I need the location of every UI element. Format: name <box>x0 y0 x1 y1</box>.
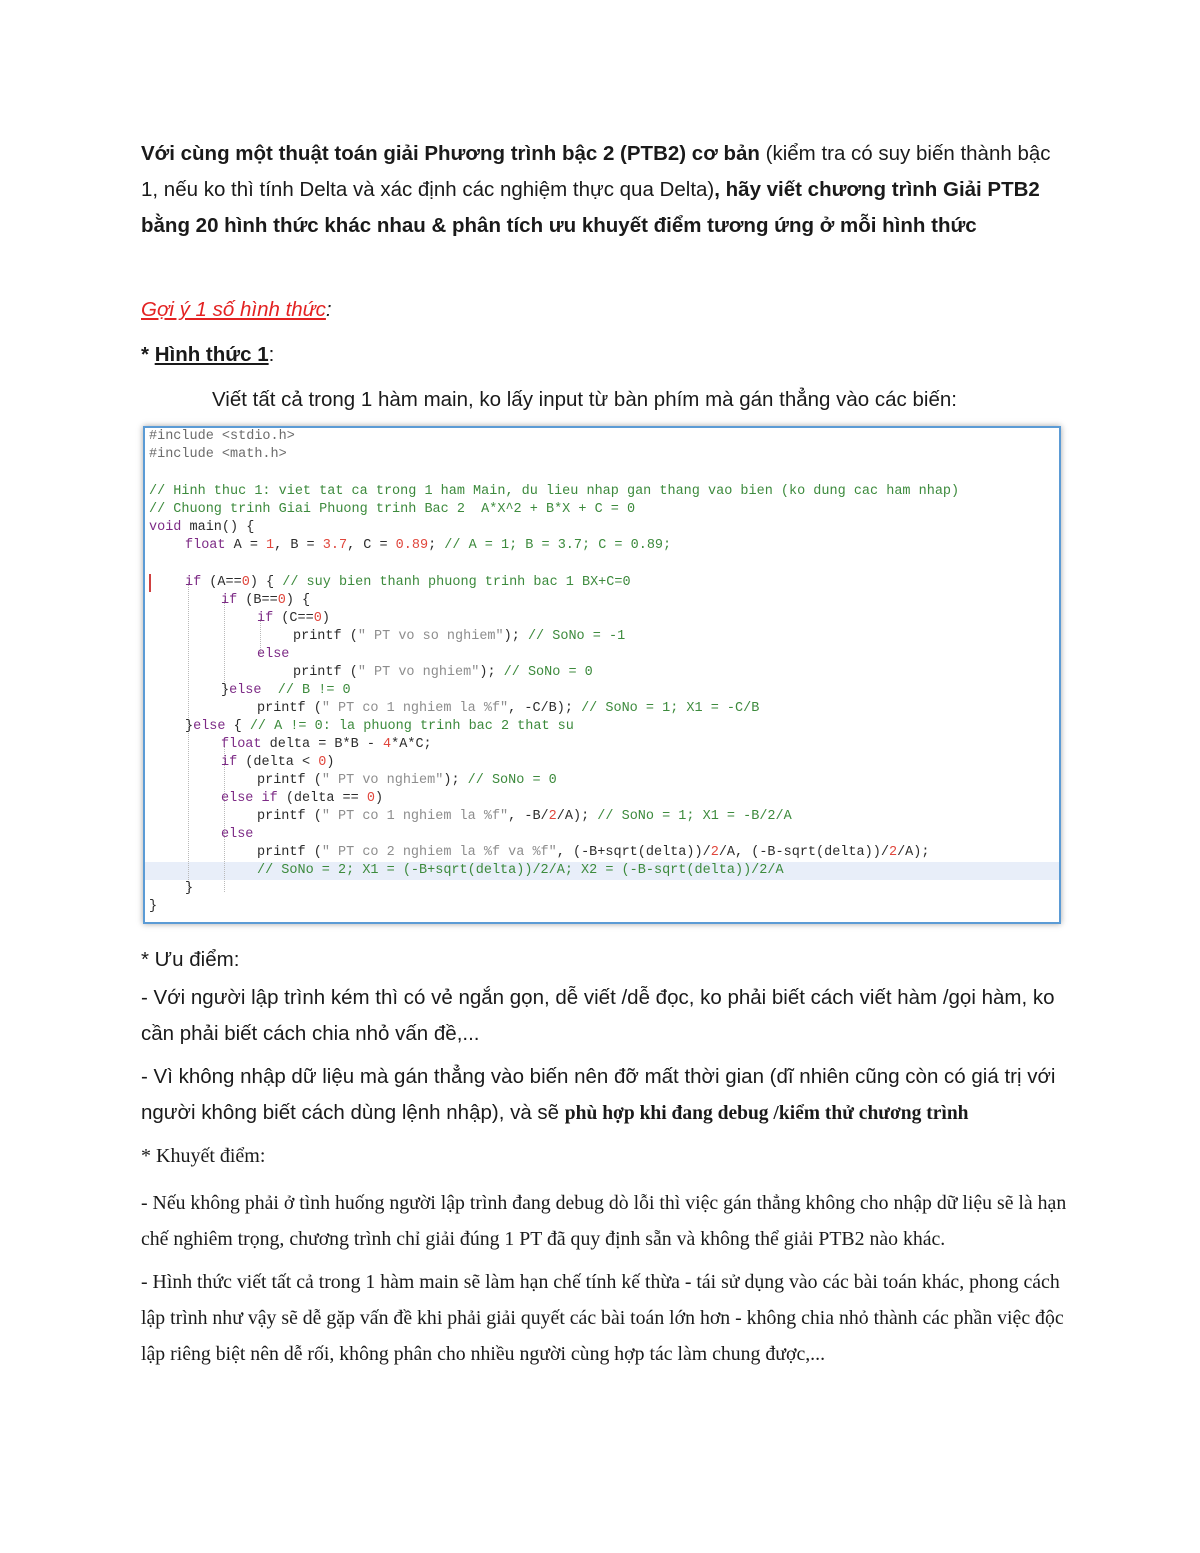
code-line-14 <box>257 700 759 718</box>
code-line-10 <box>293 628 625 646</box>
intro-bold-1: Với cùng một thuật toán giải Phương trình bậc 2 (PTB2) cơ bản <box>141 142 760 165</box>
code-token: #include <math.h> <box>149 447 287 462</box>
code-token: // SoNo = 0 <box>503 665 593 680</box>
code-token: 2 <box>888 845 898 860</box>
code-token: 0 <box>277 593 286 608</box>
cons-item-1: - Nếu không phải ở tình huống người lập trình đang debug dò lỗi thì việc gán thẳng không cho nhập dữ liệu sẽ là hạn chế nghiêm trọng, chương trình chỉ giải đúng 1 PT đã quy định sẵn và không thể giải PTB2 nào khác. <box>141 1192 1067 1250</box>
code-token: else <box>229 683 262 698</box>
code-token: else <box>193 719 226 734</box>
code-line-24 <box>185 880 193 898</box>
form-1-star: * <box>141 343 155 366</box>
code-token: // A = 1; B = 3.7; C = 0.89; <box>444 538 672 553</box>
pros-item-2-text: - Vì không nhập dữ liệu mà gán thẳng vào biến nên đỡ mất thời gian (dĩ nhiên cũng còn có giá trị với người không biết cách dùng lệnh nhập), và sẽ <box>141 1065 1056 1124</box>
code-line-16 <box>221 736 432 754</box>
code-token: // suy bien thanh phuong trinh bac 1 BX+C=0 <box>282 575 631 590</box>
hint-text: Gợi ý 1 số hình thức <box>141 298 326 321</box>
code-token: printf ( <box>257 845 322 860</box>
code-token: float <box>221 737 262 752</box>
code-token: 0 <box>241 575 250 590</box>
pros-heading: * Ưu điểm: <box>141 948 240 971</box>
code-line-3 <box>149 483 959 501</box>
code-line-11 <box>257 646 289 664</box>
code-token: main() { <box>181 520 255 535</box>
code-token: float <box>185 538 226 553</box>
form-1-heading <box>141 343 274 367</box>
code-token: ); <box>479 665 504 680</box>
code-line-4 <box>149 501 635 519</box>
code-token: // A != 0: la phuong trinh bac 2 that su <box>249 719 574 734</box>
code-token: 0 <box>318 755 327 770</box>
code-token: , -B/ <box>508 809 549 824</box>
code-token: ); <box>503 629 528 644</box>
code-token: A = <box>225 538 267 553</box>
code-token: , -C/B); <box>508 701 582 716</box>
code-token: } <box>185 881 194 896</box>
code-line-5 <box>149 519 254 537</box>
code-token: delta = B*B - <box>261 737 384 752</box>
code-token: (A== <box>201 575 242 590</box>
code-token: // Chuong trinh Giai Phuong trinh Bac 2 A*X^2 + B*X + C = 0 <box>149 502 636 517</box>
code-token: } <box>221 683 230 698</box>
code-line-15 <box>185 718 574 736</box>
code-line-20 <box>257 808 792 826</box>
code-token: { <box>225 719 250 734</box>
code-token: void <box>149 520 182 535</box>
code-token: printf ( <box>293 665 358 680</box>
code-line-12 <box>293 664 593 682</box>
code-line-22 <box>257 844 929 862</box>
code-token: if <box>185 575 202 590</box>
code-line-19 <box>221 790 383 808</box>
code-token: 0 <box>366 791 375 806</box>
intro-paragraph <box>141 136 1066 244</box>
code-token: // SoNo = 1; X1 = -B/2/A <box>597 809 792 824</box>
code-token: printf ( <box>293 629 358 644</box>
hint-heading <box>141 298 332 322</box>
cons-heading: * Khuyết điểm: <box>141 1145 266 1167</box>
code-line-13 <box>221 682 351 700</box>
code-token: " PT vo nghiem" <box>321 773 444 788</box>
hint-colon: : <box>325 298 332 321</box>
indent-guide <box>224 600 225 690</box>
code-line-25 <box>149 898 157 916</box>
code-line-8 <box>221 592 310 610</box>
code-token: ) <box>326 755 335 770</box>
code-line-2 <box>149 446 287 464</box>
form-1-title: Hình thức 1 <box>154 343 269 366</box>
code-token: // SoNo = 0 <box>467 773 557 788</box>
intro-normal: (kiểm tra có suy biến thành bậc 1, nếu ko thì tính Delta và xác định các nghiệm thực qua Delta) <box>141 142 1051 201</box>
code-line-7 <box>185 574 631 592</box>
code-token: ); <box>443 773 468 788</box>
code-token: ) <box>321 611 330 626</box>
code-token: // SoNo = -1 <box>527 629 626 644</box>
code-token: , C = <box>347 538 396 553</box>
pros-item-2 <box>141 1059 1071 1132</box>
form-1-description: Viết tất cả trong 1 hàm main, ko lấy input từ bàn phím mà gán thẳng vào các biến: <box>212 388 957 411</box>
code-token: 0 <box>313 611 322 626</box>
code-token: else <box>257 647 290 662</box>
pros-item-1: - Với người lập trình kém thì có vẻ ngắn gọn, dễ viết /dễ đọc, ko phải biết cách viết hàm /gọi hàm, ko cần phải biết cách chia nhỏ vấn đề,... <box>141 986 1055 1045</box>
code-token: } <box>149 899 158 914</box>
code-token: if <box>257 611 274 626</box>
code-token <box>262 683 278 698</box>
code-token: 2 <box>548 809 557 824</box>
code-token: (delta < <box>237 755 319 770</box>
code-line-1 <box>149 428 295 446</box>
code-token: } <box>185 719 194 734</box>
code-token: (delta == <box>277 791 367 806</box>
intro-bold-2: , hãy viết chương trình Giải PTB2 bằng 20 hình thức khác nhau & phân tích ưu khuyết điểm tương ứng ở mỗi hình thức <box>141 178 1040 237</box>
cursor-marker <box>149 574 151 592</box>
code-token: /A); <box>897 845 930 860</box>
code-token: printf ( <box>257 701 322 716</box>
code-token: " PT vo so nghiem" <box>357 629 504 644</box>
code-token: /A); <box>556 809 598 824</box>
code-token: 4 <box>383 737 392 752</box>
code-token: " PT co 2 nghiem la %f va %f" <box>321 845 557 860</box>
form-1-colon: : <box>268 343 275 366</box>
code-line-17 <box>221 754 334 772</box>
code-token: ) { <box>249 575 283 590</box>
pros-item-2-bold: phù hợp khi đang debug /kiểm thử chương trình <box>564 1103 969 1124</box>
code-token: printf ( <box>257 809 322 824</box>
code-line-21 <box>221 826 253 844</box>
code-token: // SoNo = 1; X1 = -C/B <box>581 701 760 716</box>
code-line-6 <box>185 537 671 555</box>
code-token: #include <stdio.h> <box>149 429 295 444</box>
code-token: /A, (-B-sqrt(delta))/ <box>718 845 889 860</box>
code-token: , B = <box>274 538 323 553</box>
code-token: if <box>221 755 238 770</box>
code-token: 2 <box>710 845 719 860</box>
code-token: ; <box>428 538 445 553</box>
code-token: // B != 0 <box>277 683 351 698</box>
code-token: " PT co 1 nghiem la %f" <box>321 809 509 824</box>
code-token: 0.89 <box>395 538 429 553</box>
indent-guide <box>188 582 189 892</box>
code-screenshot <box>143 426 1061 924</box>
code-token: (C== <box>273 611 314 626</box>
code-token: 1 <box>266 538 275 553</box>
code-token: // Hinh thuc 1: viet tat ca trong 1 ham Main, du lieu nhap gan thang vao bien (ko dung cac ham nhap) <box>149 484 960 499</box>
code-token: " PT co 1 nghiem la %f" <box>321 701 509 716</box>
code-token: if <box>221 593 238 608</box>
code-token: " PT vo nghiem" <box>357 665 480 680</box>
code-line-18 <box>257 772 557 790</box>
code-token: // SoNo = 2; X1 = (-B+sqrt(delta))/2/A; X2 = (-B-sqrt(delta))/2/A <box>257 863 784 878</box>
code-line-23 <box>257 862 784 880</box>
code-token: 3.7 <box>322 538 348 553</box>
code-token: (B== <box>237 593 278 608</box>
code-token: else if <box>221 791 278 806</box>
code-token: else <box>221 827 254 842</box>
code-token: printf ( <box>257 773 322 788</box>
code-token: , (-B+sqrt(delta))/ <box>556 845 711 860</box>
code-token: ) <box>374 791 384 806</box>
code-line-9 <box>257 610 330 628</box>
code-token: ) { <box>285 593 311 608</box>
cons-item-2: - Hình thức viết tất cả trong 1 hàm main sẽ làm hạn chế tính kế thừa - tái sử dụng vào các bài toán khác, phong cách lập trình như vậy sẽ dễ gặp vấn đề khi phải giải quyết các bài toán lớn hơn - không chia nhỏ thành các phần việc độc lập riêng biệt nên dễ rối, không phân cho nhiều người cùng hợp tác làm chung được,... <box>141 1271 1064 1365</box>
code-token: *A*C; <box>391 737 432 752</box>
